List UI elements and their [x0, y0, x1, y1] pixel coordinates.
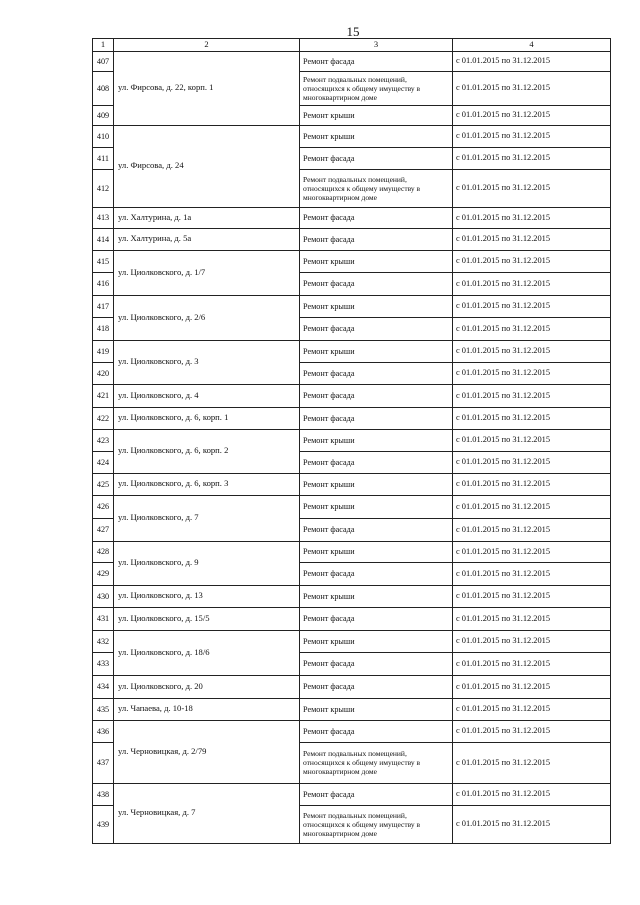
- row-number: 423: [93, 429, 114, 451]
- work-type-cell: Ремонт фасада: [300, 362, 453, 384]
- work-type-cell: Ремонт крыши: [300, 340, 453, 362]
- work-type-cell: Ремонт фасада: [300, 720, 453, 742]
- row-number: 410: [93, 125, 114, 147]
- work-type-cell: Ремонт фасада: [300, 518, 453, 541]
- period-cell: с 01.01.2015 по 31.12.2015: [453, 585, 611, 607]
- address-cell: ул. Циолковского, д. 7: [114, 495, 300, 541]
- period-cell: с 01.01.2015 по 31.12.2015: [453, 473, 611, 495]
- period-cell: с 01.01.2015 по 31.12.2015: [453, 720, 611, 742]
- repair-schedule-table: [92, 38, 611, 844]
- table-row: [93, 495, 611, 518]
- work-type-cell: Ремонт крыши: [300, 630, 453, 652]
- row-number: 431: [93, 607, 114, 630]
- work-type-cell: Ремонт фасада: [300, 147, 453, 169]
- table-row: [93, 207, 611, 228]
- row-number: 434: [93, 675, 114, 698]
- row-number: 417: [93, 295, 114, 317]
- row-number: 421: [93, 384, 114, 407]
- period-cell: с 01.01.2015 по 31.12.2015: [453, 607, 611, 630]
- work-type-cell: Ремонт фасада: [300, 407, 453, 429]
- address-cell: ул. Циолковского, д. 6, корп. 2: [114, 429, 300, 473]
- address-cell: ул. Циолковского, д. 6, корп. 1: [114, 407, 300, 429]
- work-type-cell: Ремонт крыши: [300, 295, 453, 317]
- row-number: 412: [93, 169, 114, 207]
- table-row: [93, 125, 611, 147]
- work-type-cell: Ремонт фасада: [300, 317, 453, 340]
- period-cell: с 01.01.2015 по 31.12.2015: [453, 362, 611, 384]
- period-cell: с 01.01.2015 по 31.12.2015: [453, 451, 611, 473]
- row-number: 420: [93, 362, 114, 384]
- period-cell: с 01.01.2015 по 31.12.2015: [453, 698, 611, 720]
- column-header-4: 4: [453, 39, 611, 52]
- work-type-cell: Ремонт фасада: [300, 207, 453, 228]
- period-cell: с 01.01.2015 по 31.12.2015: [453, 147, 611, 169]
- period-cell: с 01.01.2015 по 31.12.2015: [453, 783, 611, 805]
- row-number: 427: [93, 518, 114, 541]
- row-number: 426: [93, 495, 114, 518]
- period-cell: с 01.01.2015 по 31.12.2015: [453, 272, 611, 295]
- address-cell: ул. Циолковского, д. 18/6: [114, 630, 300, 675]
- row-number: 424: [93, 451, 114, 473]
- row-number: 430: [93, 585, 114, 607]
- table-row: [93, 585, 611, 607]
- row-number: 439: [93, 805, 114, 843]
- period-cell: с 01.01.2015 по 31.12.2015: [453, 518, 611, 541]
- address-cell: ул. Халтурина, д. 1а: [114, 207, 300, 228]
- table-row: [93, 541, 611, 562]
- column-header-3: 3: [300, 39, 453, 52]
- address-cell: ул. Фирсова, д. 22, корп. 1: [114, 51, 300, 125]
- period-cell: с 01.01.2015 по 31.12.2015: [453, 125, 611, 147]
- work-type-cell: Ремонт фасада: [300, 228, 453, 250]
- work-type-cell: Ремонт фасада: [300, 675, 453, 698]
- address-cell: ул. Халтурина, д. 5а: [114, 228, 300, 250]
- row-number: 429: [93, 562, 114, 585]
- row-number: 432: [93, 630, 114, 652]
- work-type-cell: Ремонт фасада: [300, 384, 453, 407]
- table-row: [93, 675, 611, 698]
- address-cell: ул. Циолковского, д. 9: [114, 541, 300, 585]
- work-type-cell: Ремонт крыши: [300, 495, 453, 518]
- table-row: [93, 607, 611, 630]
- work-type-cell: Ремонт подвальных помещений, относящихся к общему имуществу в многоквартирном доме: [300, 805, 453, 843]
- row-number: 413: [93, 207, 114, 228]
- row-number: 411: [93, 147, 114, 169]
- table-row: [93, 340, 611, 362]
- work-type-cell: Ремонт крыши: [300, 541, 453, 562]
- work-type-cell: Ремонт фасада: [300, 451, 453, 473]
- period-cell: с 01.01.2015 по 31.12.2015: [453, 805, 611, 843]
- table-row: [93, 473, 611, 495]
- table-body: [93, 51, 611, 843]
- period-cell: с 01.01.2015 по 31.12.2015: [453, 407, 611, 429]
- row-number: 407: [93, 51, 114, 71]
- address-cell: ул. Циолковского, д. 2/6: [114, 295, 300, 340]
- address-cell: ул. Циолковского, д. 15/5: [114, 607, 300, 630]
- row-number: 409: [93, 105, 114, 125]
- table-row: [93, 407, 611, 429]
- period-cell: с 01.01.2015 по 31.12.2015: [453, 71, 611, 105]
- work-type-cell: Ремонт крыши: [300, 125, 453, 147]
- period-cell: с 01.01.2015 по 31.12.2015: [453, 384, 611, 407]
- period-cell: с 01.01.2015 по 31.12.2015: [453, 652, 611, 675]
- table-row: [93, 384, 611, 407]
- period-cell: с 01.01.2015 по 31.12.2015: [453, 250, 611, 272]
- period-cell: с 01.01.2015 по 31.12.2015: [453, 51, 611, 71]
- work-type-cell: Ремонт подвальных помещений, относящихся к общему имуществу в многоквартирном доме: [300, 71, 453, 105]
- period-cell: с 01.01.2015 по 31.12.2015: [453, 495, 611, 518]
- work-type-cell: Ремонт крыши: [300, 429, 453, 451]
- column-header-2: 2: [114, 39, 300, 52]
- table-row: [93, 429, 611, 451]
- address-cell: ул. Фирсова, д. 24: [114, 125, 300, 207]
- work-type-cell: Ремонт крыши: [300, 105, 453, 125]
- address-cell: ул. Циолковского, д. 3: [114, 340, 300, 384]
- table-row: [93, 228, 611, 250]
- period-cell: с 01.01.2015 по 31.12.2015: [453, 169, 611, 207]
- row-number: 425: [93, 473, 114, 495]
- table-header-row: [93, 39, 611, 52]
- period-cell: с 01.01.2015 по 31.12.2015: [453, 742, 611, 783]
- period-cell: с 01.01.2015 по 31.12.2015: [453, 541, 611, 562]
- work-type-cell: Ремонт фасада: [300, 783, 453, 805]
- work-type-cell: Ремонт фасада: [300, 562, 453, 585]
- column-header-1: 1: [93, 39, 114, 52]
- work-type-cell: Ремонт подвальных помещений, относящихся к общему имуществу в многоквартирном доме: [300, 742, 453, 783]
- table-row: [93, 720, 611, 742]
- row-number: 437: [93, 742, 114, 783]
- period-cell: с 01.01.2015 по 31.12.2015: [453, 562, 611, 585]
- address-cell: ул. Циолковского, д. 1/7: [114, 250, 300, 295]
- table-row: [93, 783, 611, 805]
- work-type-cell: Ремонт крыши: [300, 473, 453, 495]
- work-type-cell: Ремонт фасада: [300, 652, 453, 675]
- work-type-cell: Ремонт крыши: [300, 250, 453, 272]
- table-row: [93, 698, 611, 720]
- row-number: 418: [93, 317, 114, 340]
- period-cell: с 01.01.2015 по 31.12.2015: [453, 295, 611, 317]
- table-row: [93, 630, 611, 652]
- row-number: 436: [93, 720, 114, 742]
- period-cell: с 01.01.2015 по 31.12.2015: [453, 105, 611, 125]
- row-number: 416: [93, 272, 114, 295]
- row-number: 433: [93, 652, 114, 675]
- period-cell: с 01.01.2015 по 31.12.2015: [453, 630, 611, 652]
- address-cell: ул. Циолковского, д. 20: [114, 675, 300, 698]
- row-number: 438: [93, 783, 114, 805]
- address-cell: ул. Чапаева, д. 10-18: [114, 698, 300, 720]
- work-type-cell: Ремонт крыши: [300, 698, 453, 720]
- work-type-cell: Ремонт фасада: [300, 51, 453, 71]
- address-cell: ул. Черновицкая, д. 2/79: [114, 720, 300, 783]
- page-number: 15: [346, 24, 360, 39]
- row-number: 435: [93, 698, 114, 720]
- table-row: [93, 51, 611, 71]
- row-number: 408: [93, 71, 114, 105]
- address-cell: ул. Циолковского, д. 4: [114, 384, 300, 407]
- address-cell: ул. Циолковского, д. 6, корп. 3: [114, 473, 300, 495]
- table-row: [93, 250, 611, 272]
- work-type-cell: Ремонт фасада: [300, 607, 453, 630]
- period-cell: с 01.01.2015 по 31.12.2015: [453, 317, 611, 340]
- work-type-cell: Ремонт крыши: [300, 585, 453, 607]
- period-cell: с 01.01.2015 по 31.12.2015: [453, 340, 611, 362]
- work-type-cell: Ремонт подвальных помещений, относящихся к общему имуществу в многоквартирном доме: [300, 169, 453, 207]
- period-cell: с 01.01.2015 по 31.12.2015: [453, 207, 611, 228]
- table-row: [93, 295, 611, 317]
- period-cell: с 01.01.2015 по 31.12.2015: [453, 675, 611, 698]
- period-cell: с 01.01.2015 по 31.12.2015: [453, 228, 611, 250]
- row-number: 428: [93, 541, 114, 562]
- row-number: 422: [93, 407, 114, 429]
- work-type-cell: Ремонт фасада: [300, 272, 453, 295]
- row-number: 414: [93, 228, 114, 250]
- address-cell: ул. Циолковского, д. 13: [114, 585, 300, 607]
- address-cell: ул. Черновицкая, д. 7: [114, 783, 300, 843]
- row-number: 415: [93, 250, 114, 272]
- row-number: 419: [93, 340, 114, 362]
- period-cell: с 01.01.2015 по 31.12.2015: [453, 429, 611, 451]
